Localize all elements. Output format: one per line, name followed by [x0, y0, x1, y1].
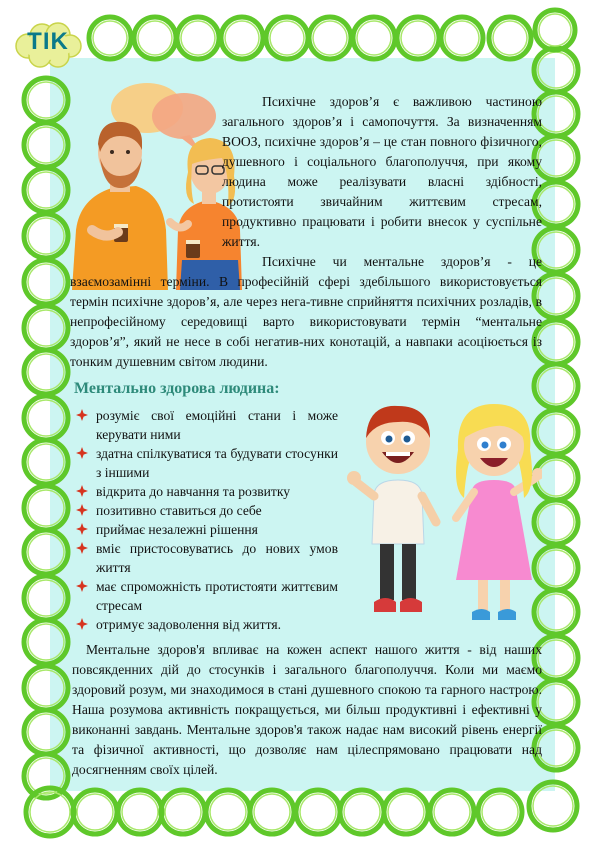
border-ring-inner	[93, 21, 127, 55]
list-item	[76, 520, 338, 539]
list-item-text: має спроможність протистояти життєвим стресам	[96, 579, 338, 613]
border-ring	[221, 17, 263, 59]
border-ring	[24, 576, 68, 620]
border-ring	[529, 782, 577, 830]
list-item-text: приймає незалежні рішення	[96, 522, 258, 537]
list-item	[76, 615, 338, 634]
border-ring-inner	[28, 354, 64, 390]
diamond-bullet-icon	[76, 504, 88, 516]
border-ring-inner	[165, 794, 201, 830]
border-ring	[24, 666, 68, 710]
border-ring	[397, 17, 439, 59]
border-ring-inner	[28, 82, 64, 118]
border-ring-inner	[538, 594, 574, 630]
border-ring	[24, 486, 68, 530]
border-ring	[24, 306, 68, 350]
border-ring	[24, 710, 68, 754]
boy-figure	[347, 406, 436, 612]
diamond-bullet-icon	[76, 523, 88, 535]
border-ring-inner	[538, 96, 574, 132]
list-item-text: відкрита до навчання та розвитку	[96, 484, 291, 499]
border-ring	[441, 17, 483, 59]
border-ring	[206, 790, 250, 834]
border-ring	[89, 17, 131, 59]
list-item-text: позитивно ставиться до себе	[96, 503, 262, 518]
border-ring	[309, 17, 351, 59]
border-ring-inner	[28, 172, 64, 208]
border-ring-inner	[445, 21, 479, 55]
border-ring-inner	[254, 794, 290, 830]
border-ring-inner	[28, 310, 64, 346]
list-item	[76, 406, 338, 444]
border-ring	[177, 17, 219, 59]
border-ring-inner	[538, 324, 574, 360]
border-ring-inner	[538, 640, 574, 676]
border-ring-inner	[28, 490, 64, 526]
border-ring-inner	[28, 534, 64, 570]
border-ring-inner	[138, 21, 172, 55]
border-ring	[353, 17, 395, 59]
border-ring	[296, 790, 340, 834]
border-ring-inner	[401, 21, 435, 55]
border-ring-inner	[28, 624, 64, 660]
border-ring	[250, 790, 294, 834]
border-ring	[266, 17, 308, 59]
border-ring-inner	[344, 794, 380, 830]
border-ring-inner	[538, 140, 574, 176]
border-ring-inner	[388, 794, 424, 830]
border-ring-inner	[77, 794, 113, 830]
intro-paragraph-2	[70, 252, 542, 372]
outro-paragraph	[72, 640, 542, 780]
border-ring-inner	[122, 794, 158, 830]
border-ring-inner	[538, 186, 574, 222]
border-ring-inner	[181, 21, 215, 55]
intro-text-1: Психічне здоров’я є важливою частиною загального здоров’я і самопочуття. За визначенням ВООЗ, психічне здоров’я – це стан повного фізичного, душевного і соціального благополуччя, при якому людина може реалізувати власні здібності, протистояти звичайним життєвим стресам, продуктивно працювати і робити внесок у суспільне життя.	[222, 94, 542, 249]
children-illustration	[346, 398, 542, 630]
border-ring	[24, 530, 68, 574]
border-ring-inner	[28, 714, 64, 750]
border-ring	[118, 790, 162, 834]
section-heading: Ментально здорова людина:	[74, 380, 280, 397]
logo-text: TIK	[27, 28, 69, 55]
border-ring-inner	[210, 794, 246, 830]
list-item-text: отримує задоволення від життя.	[96, 617, 282, 632]
border-ring	[430, 790, 474, 834]
border-ring	[24, 350, 68, 394]
girl-figure	[456, 404, 542, 620]
border-ring	[24, 620, 68, 664]
border-ring-inner	[434, 794, 470, 830]
list-item-text: вміє пристосовуватись до нових умов життя	[96, 541, 338, 575]
diamond-bullet-icon	[76, 485, 88, 497]
intro-paragraph-1	[222, 92, 542, 252]
border-ring-inner	[538, 684, 574, 720]
border-ring-inner	[270, 21, 304, 55]
border-ring-inner	[538, 504, 574, 540]
list-item	[76, 577, 338, 615]
border-ring-inner	[300, 794, 336, 830]
border-ring-inner	[28, 670, 64, 706]
diamond-bullet-icon	[76, 618, 88, 630]
list-item	[76, 539, 338, 577]
diamond-bullet-icon	[76, 542, 88, 554]
border-ring-inner	[538, 52, 574, 88]
border-ring	[478, 790, 522, 834]
list-item-text: здатна спілкуватися та будувати стосунки з іншими	[96, 446, 338, 480]
border-ring-inner	[482, 794, 518, 830]
border-ring	[489, 17, 531, 59]
list-item-text: розуміє свої емоційні стани і може керувати ними	[96, 408, 338, 442]
border-ring-inner	[225, 21, 259, 55]
border-ring-inner	[538, 278, 574, 314]
diamond-bullet-icon	[76, 409, 88, 421]
border-ring-inner	[357, 21, 391, 55]
border-ring-inner	[28, 580, 64, 616]
border-ring-inner	[313, 21, 347, 55]
intro-text-2: Психічне чи ментальне здоров’я - це взаємозамінні терміни. В професійній сфері здебільшого використовується термін психічне здоров’я, але через нега-тивне сприйняття психічних розладів, в непрофесійному середовищі варто використовувати термін “ментальне здоров’я”, який не несе в собі негатив-них конотацій, а навпаки асоціюється із тонким душевним світом людини.	[70, 254, 542, 369]
border-ring-inner	[493, 21, 527, 55]
border-ring	[340, 790, 384, 834]
traits-list	[76, 406, 338, 634]
border-ring-inner	[538, 414, 574, 450]
border-ring	[134, 17, 176, 59]
border-ring-inner	[538, 368, 574, 404]
border-ring	[534, 48, 578, 92]
list-item	[76, 482, 338, 501]
border-ring-inner	[538, 232, 574, 268]
border-ring	[24, 440, 68, 484]
border-ring	[161, 790, 205, 834]
border-ring-inner	[539, 14, 571, 46]
diamond-bullet-icon	[76, 580, 88, 592]
border-ring-inner	[28, 127, 64, 163]
list-item	[76, 501, 338, 520]
border-ring	[535, 10, 575, 50]
border-ring-inner	[28, 400, 64, 436]
border-ring-inner	[538, 550, 574, 586]
diamond-bullet-icon	[76, 447, 88, 459]
outro-text: Ментальне здоров'я впливає на кожен аспект нашого життя - від наших повсякденних дій до стосунків і загального благополуччя. Коли ми маємо здоровий розум, ми знаходимося в стані душевного спокою та гарного настрою. Наша розумова активність покращується, ми більш продуктивні і ефективні у виконанні завдань. Ментальне здоров'я також надає нам високий рівень енергії та фізичної активності, що дозволяє нам цілеспрямовано працювати над досягненням своїх цілей.	[72, 642, 542, 777]
border-ring-inner	[28, 444, 64, 480]
border-ring-inner	[538, 460, 574, 496]
border-ring-inner	[28, 218, 64, 254]
border-ring-inner	[533, 786, 573, 826]
list-item	[76, 444, 338, 482]
border-ring-inner	[28, 264, 64, 300]
border-ring	[73, 790, 117, 834]
border-ring-inner	[538, 730, 574, 766]
border-ring	[384, 790, 428, 834]
border-ring	[24, 396, 68, 440]
